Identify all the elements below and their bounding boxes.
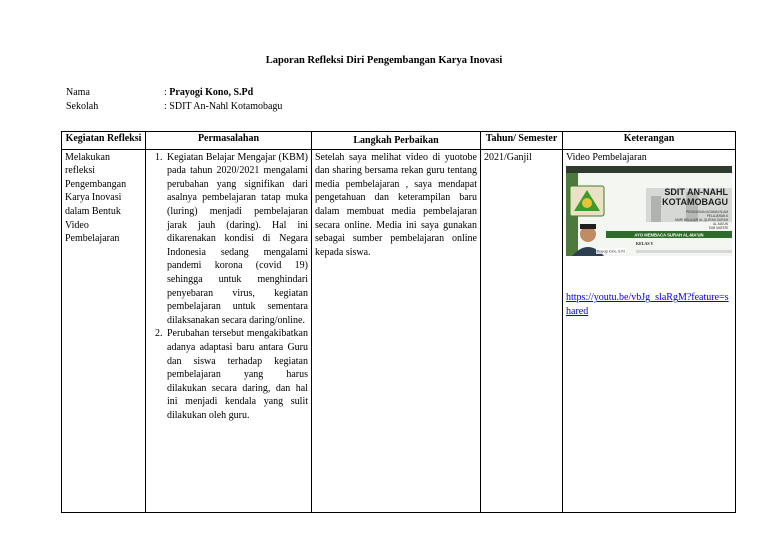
- cell-kegiatan: Melakukan refleksi Pengembangan Karya Inovasi dalam Bentuk Video Pembelajaran: [62, 149, 146, 512]
- cell-tahun: 2021/Ganjil: [481, 149, 563, 512]
- video-thumbnail: [566, 166, 732, 256]
- school-value: SDIT An-Nahl Kotamobagu: [169, 101, 283, 112]
- thumb-line: AL-MA'UN: [713, 222, 728, 227]
- video-link[interactable]: https://youtu.be/vbJg_slaRgM?feature=shared: [566, 292, 729, 317]
- thumb-line: MARI BELAJAR AL-QUR'AN SURAH: [675, 218, 728, 223]
- separator: :: [164, 87, 170, 98]
- list-item: 1. Kegiatan Belajar Mengajar (KBM) pada tahun 2020/2021 mengalami perubahan yang signifikan dari asalnya pembelajaran tatap muka (luring) menjadi pembelajaran jarak jauh (daring). Hal ini dikarenakan kondisi di Negara Indonesia sedang mengalami pandemi korona (covid 19) sehingga untuk menghindari penyebaran virus, kegiatan pembelajaran untuk sementara dilaksanakan secara daring/online.: [165, 151, 308, 328]
- thumb-line: PENDIDIKAN AGAMA ISLAM: [686, 210, 728, 215]
- cell-keterangan: [563, 149, 736, 512]
- name-value-wrap: [164, 87, 253, 98]
- list-item: 2. Perubahan tersebut mengakibatkan adanya adaptasi baru antara Guru dan siswa terhadap kegiatan pembelajaran yang harus dilakukan secara daring, dan hal ini menjadi kendala yang sulit dilakukan oleh guru.: [165, 327, 308, 422]
- keterangan-title: Video Pembelajaran: [566, 151, 647, 163]
- thumb-line: PELAJARAN 6: [706, 214, 728, 219]
- document-title: Laporan Refleksi Diri Pengembangan Karya Inovasi: [265, 55, 503, 66]
- separator: :: [164, 101, 170, 112]
- cell-langkah: Setelah saya melihat video di yuotobe dan sharing bersama rekan guru tentang media pembelajaran , saya mendapat pengetahuan dan keterampilan baru dalam membuat media pembelajaran secara online. Media ini saya gunakan sebagai sumber pembelajaran online kepada siswa.: [312, 149, 481, 512]
- thumb-city: KOTAMOBAGU: [662, 197, 728, 208]
- name-label: Nama: [66, 87, 90, 98]
- school-value-wrap: [164, 101, 282, 112]
- name-value: Prayogi Kono, S.Pd: [169, 87, 254, 98]
- table-header-row: [62, 132, 736, 150]
- header-langkah: Langkah Perbaikan: [312, 132, 481, 150]
- header-keterangan: Keterangan: [563, 132, 736, 150]
- cell-permasalahan: [146, 149, 312, 512]
- header-tahun: Tahun/ Semester: [481, 132, 563, 150]
- thumb-line: SUB MATERI: [708, 226, 728, 231]
- problem-list: [149, 151, 308, 423]
- reflection-table: [61, 131, 736, 513]
- thumb-banner: AYO MEMBACA SURAH AL-MA'UN: [634, 232, 704, 238]
- thumbnail-graphic: [566, 166, 732, 256]
- school-label: Sekolah: [66, 101, 99, 112]
- thumb-teacher: Prayogi Kono, S.Pd: [597, 249, 625, 254]
- table-row: [62, 149, 736, 512]
- thumb-kelas: KELAS V: [636, 241, 654, 247]
- header-permasalahan: Permasalahan: [146, 132, 312, 150]
- header-kegiatan: Kegiatan Refleksi: [62, 132, 146, 150]
- thumb-school: SDIT AN-NAHL: [664, 187, 728, 198]
